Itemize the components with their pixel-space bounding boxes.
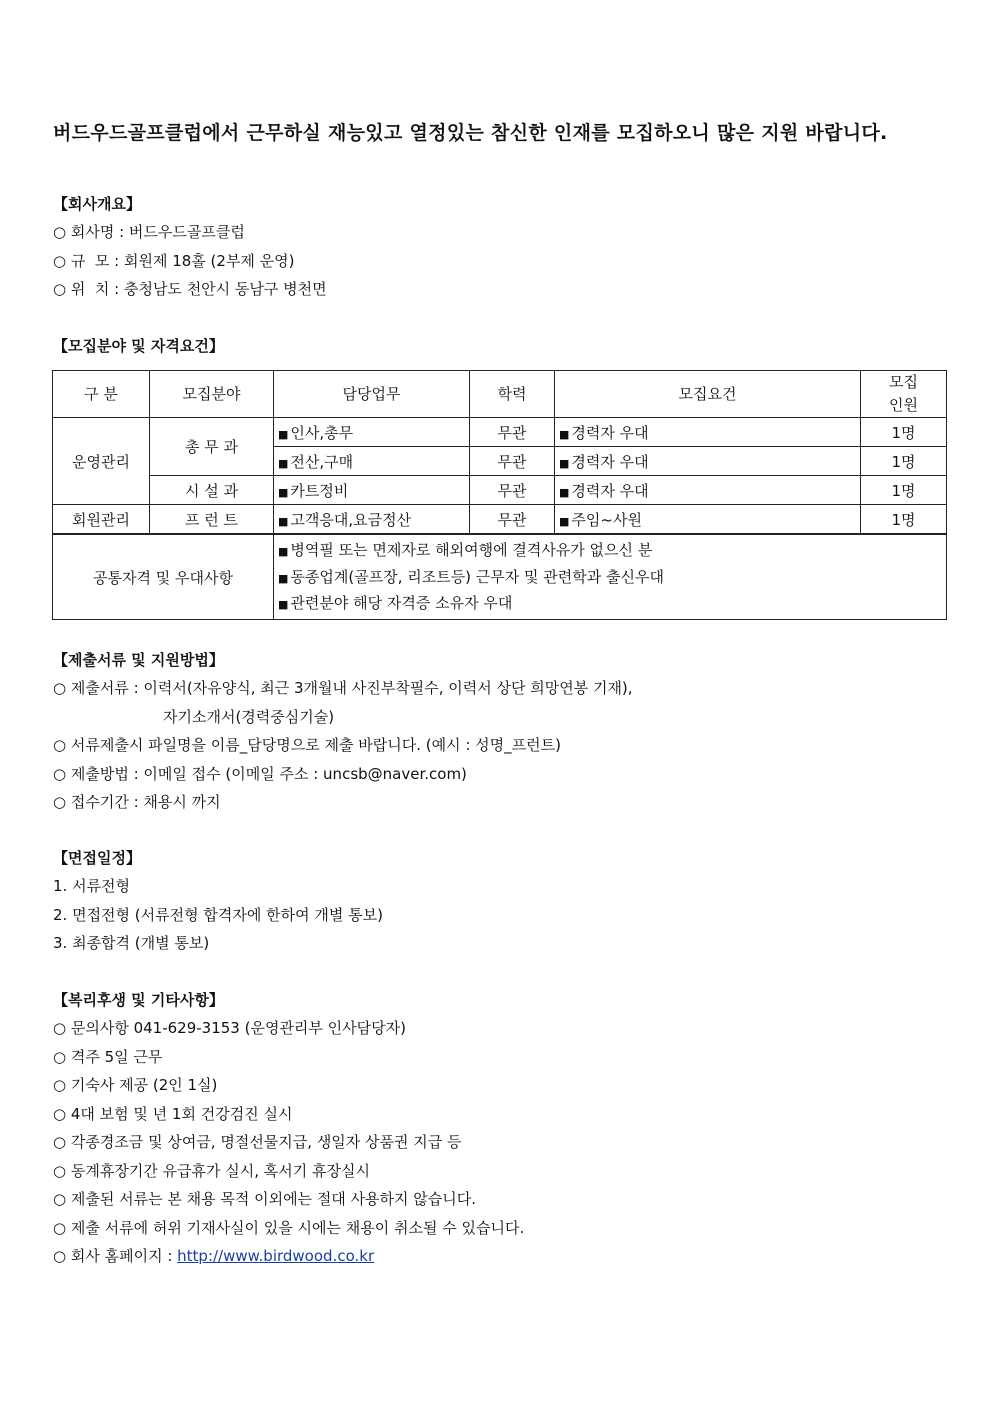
field-general-affairs: 총 무 과 [150, 418, 274, 476]
documents-title: 【제출서류 및 지원방법】 [53, 651, 224, 669]
bullet-icon: ■ [278, 427, 289, 441]
common-item-text: 병역필 또는 면제자로 해외여행에 결격사유가 없으신 분 [290, 541, 653, 560]
company-overview-section [53, 190, 953, 304]
documents-line: ○ 제출방법 : 이메일 접수 (이메일 주소 : uncsb@naver.com) [53, 764, 467, 783]
company-overview-title: 【회사개요】 [53, 195, 141, 213]
header-requirements: 모집요건 [555, 371, 861, 418]
bullet-icon: ■ [278, 598, 289, 612]
edu-cell: 무관 [470, 447, 555, 476]
edu-cell: 무관 [470, 505, 555, 535]
duty-cell [274, 476, 470, 505]
count-cell: 1명 [861, 505, 947, 535]
company-scale-line: ○ 규 모 : 회원제 18홀 (2부제 운영) [53, 251, 295, 270]
header-headcount [861, 371, 947, 418]
common-items [274, 534, 947, 620]
common-item [278, 590, 942, 617]
header-headcount-line1: 모집 [889, 373, 918, 391]
duty-text: 카트정비 [290, 481, 349, 500]
req-cell [555, 447, 861, 476]
req-cell [555, 418, 861, 447]
company-name-line: ○ 회사명 : 버드우드골프클럽 [53, 223, 245, 241]
documents-line: 자기소개서(경력중심기술) [163, 707, 335, 726]
table-row [53, 418, 947, 447]
welfare-item: ○ 각종경조금 및 상여금, 명절선물지급, 생일자 상품권 지급 등 [53, 1133, 462, 1151]
group-ops: 운영관리 [53, 418, 150, 505]
company-location-line: ○ 위 치 : 충청남도 천안시 동남구 병천면 [53, 280, 327, 298]
common-item-text: 동종업계(골프장, 리조트등) 근무자 및 관련학과 출신우대 [290, 567, 664, 586]
interview-step: 1. 서류전형 [53, 877, 131, 895]
welfare-item: ○ 4대 보험 및 년 1회 건강검진 실시 [53, 1104, 293, 1123]
duty-cell [274, 505, 470, 535]
edu-cell: 무관 [470, 476, 555, 505]
duty-cell [274, 418, 470, 447]
bullet-icon: ■ [278, 545, 289, 559]
bullet-icon: ■ [559, 456, 570, 470]
duty-text: 전산,구매 [290, 452, 354, 471]
header-headcount-line2: 인원 [889, 396, 918, 414]
bullet-icon: ■ [559, 485, 570, 499]
homepage-label: ○ 회사 홈페이지 : [53, 1247, 178, 1265]
count-cell: 1명 [861, 418, 947, 447]
bullet-icon: ■ [559, 514, 570, 528]
req-cell [555, 476, 861, 505]
header-field: 모집분야 [150, 371, 274, 418]
documents-line: ○ 접수기간 : 채용시 까지 [53, 793, 221, 811]
documents-section [53, 646, 953, 817]
table-row [53, 476, 947, 505]
welfare-section [53, 986, 953, 1271]
req-text: 경력자 우대 [571, 481, 649, 500]
header-education: 학력 [470, 371, 555, 418]
documents-line: ○ 서류제출시 파일명을 이름_담당명으로 제출 바랍니다. (예시 : 성명_프런트) [53, 736, 561, 754]
interview-step: 2. 면접전형 (서류전형 합격자에 한하여 개별 통보) [53, 905, 383, 924]
req-cell [555, 505, 861, 535]
field-front: 프 런 트 [150, 505, 274, 535]
bullet-icon: ■ [278, 485, 289, 499]
recruit-section [53, 332, 953, 360]
count-cell: 1명 [861, 447, 947, 476]
edu-cell: 무관 [470, 418, 555, 447]
duty-cell [274, 447, 470, 476]
bullet-icon: ■ [278, 514, 289, 528]
header-duty: 담당업무 [274, 371, 470, 418]
common-item-text: 관련분야 해당 자격증 소유자 우대 [290, 594, 513, 613]
field-facilities: 시 설 과 [150, 476, 274, 505]
header-division: 구 분 [53, 371, 150, 418]
homepage-line [53, 1242, 953, 1271]
duty-text: 고객응대,요금정산 [290, 510, 412, 529]
page-headline: 버드우드골프클럽에서 근무하실 재능있고 열정있는 참신한 인재를 모집하오니 많은 지원 바랍니다. [53, 122, 888, 144]
count-cell: 1명 [861, 476, 947, 505]
welfare-title: 【복리후생 및 기타사항】 [53, 991, 224, 1009]
req-text: 주임~사원 [571, 510, 642, 529]
recruit-table [52, 370, 947, 620]
welfare-item: ○ 제출 서류에 허위 기재사실이 있을 시에는 채용이 취소될 수 있습니다. [53, 1218, 525, 1237]
interview-title: 【면접일정】 [53, 849, 141, 867]
homepage-link[interactable]: http://www.birdwood.co.kr [177, 1247, 375, 1265]
bullet-icon: ■ [559, 427, 570, 441]
welfare-item: ○ 동계휴장기간 유급휴가 실시, 혹서기 휴장실시 [53, 1161, 371, 1180]
req-text: 경력자 우대 [571, 423, 649, 442]
table-row [53, 505, 947, 535]
common-item [278, 564, 942, 591]
interview-section [53, 844, 953, 958]
welfare-item: ○ 기숙사 제공 (2인 1실) [53, 1076, 218, 1094]
welfare-item: ○ 문의사항 041-629-3153 (운영관리부 인사담당자) [53, 1019, 406, 1037]
welfare-item: ○ 제출된 서류는 본 채용 목적 이외에는 절대 사용하지 않습니다. [53, 1190, 477, 1208]
documents-line: ○ 제출서류 : 이력서(자유양식, 최근 3개월내 사진부착필수, 이력서 상단 희망연봉 기재), [53, 679, 633, 697]
common-label: 공통자격 및 우대사항 [53, 534, 274, 620]
bullet-icon: ■ [278, 571, 289, 585]
interview-step: 3. 최종합격 (개별 통보) [53, 934, 210, 952]
common-item [278, 537, 942, 564]
req-text: 경력자 우대 [571, 452, 649, 471]
bullet-icon: ■ [278, 456, 289, 470]
recruit-title: 【모집분야 및 자격요건】 [53, 337, 224, 355]
group-members: 회원관리 [53, 505, 150, 535]
table-header-row [53, 371, 947, 418]
common-row [53, 534, 947, 620]
duty-text: 인사,총무 [290, 423, 354, 442]
welfare-item: ○ 격주 5일 근무 [53, 1047, 163, 1066]
